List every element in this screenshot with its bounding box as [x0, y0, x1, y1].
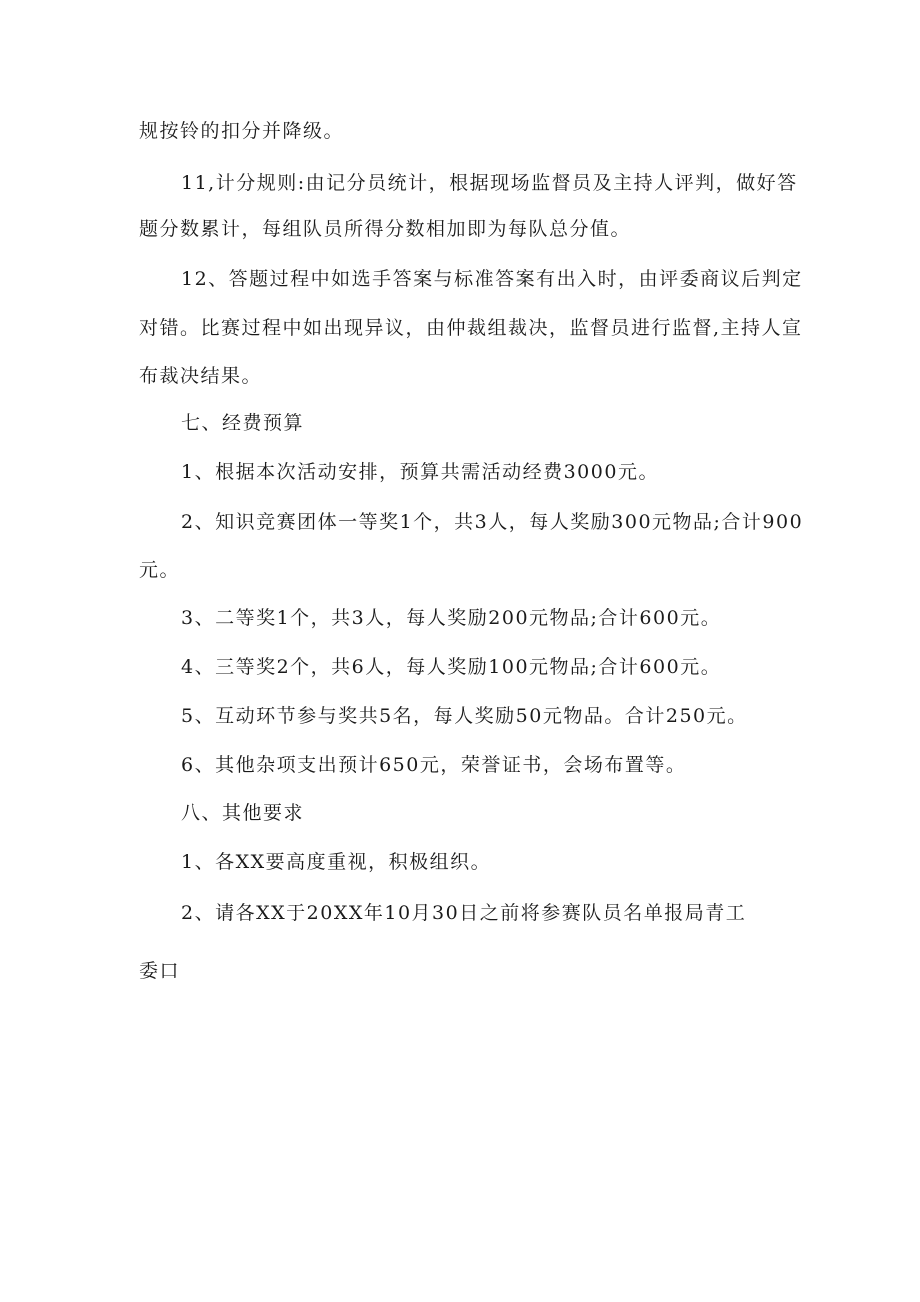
- paragraph-line-14: 6、其他杂项支出预计650元，荣誉证书，会场布置等。: [181, 754, 687, 776]
- paragraph-line-1: 规按铃的扣分并降级。: [139, 120, 345, 142]
- paragraph-line-18: 委口: [139, 960, 181, 982]
- paragraph-line-3: 题分数累计，每组队员所得分数相加即为每队总分值。: [139, 218, 632, 240]
- paragraph-line-13: 5、互动环节参与奖共5名，每人奖励50元物品。合计250元。: [181, 705, 748, 727]
- paragraph-line-5: 对错。比赛过程中如出现异议，由仲裁组裁决，监督员进行监督,主持人宣: [139, 317, 803, 339]
- section-heading-other: 八、其他要求: [181, 802, 305, 824]
- paragraph-line-4: 12、答题过程中如选手答案与标准答案有出入时，由评委商议后判定: [181, 268, 803, 290]
- paragraph-line-17: 2、请各XX于20XX年10月30日之前将参赛队员名单报局青工: [181, 902, 747, 924]
- paragraph-line-2: 11,计分规则:由记分员统计，根据现场监督员及主持人评判，做好答: [181, 172, 798, 194]
- paragraph-line-12: 4、三等奖2个，共6人，每人奖励100元物品;合计600元。: [181, 656, 722, 678]
- paragraph-line-9: 2、知识竞赛团体一等奖1个，共3人，每人奖励300元物品;合计900: [181, 511, 804, 533]
- paragraph-line-16: 1、各XX要高度重视，积极组织。: [181, 851, 492, 873]
- section-heading-budget: 七、经费预算: [181, 412, 305, 434]
- paragraph-line-8: 1、根据本次活动安排，预算共需活动经费3000元。: [181, 461, 659, 483]
- paragraph-line-6: 布裁决结果。: [139, 365, 263, 387]
- paragraph-line-10: 元。: [139, 559, 181, 581]
- paragraph-line-11: 3、二等奖1个，共3人，每人奖励200元物品;合计600元。: [181, 607, 722, 629]
